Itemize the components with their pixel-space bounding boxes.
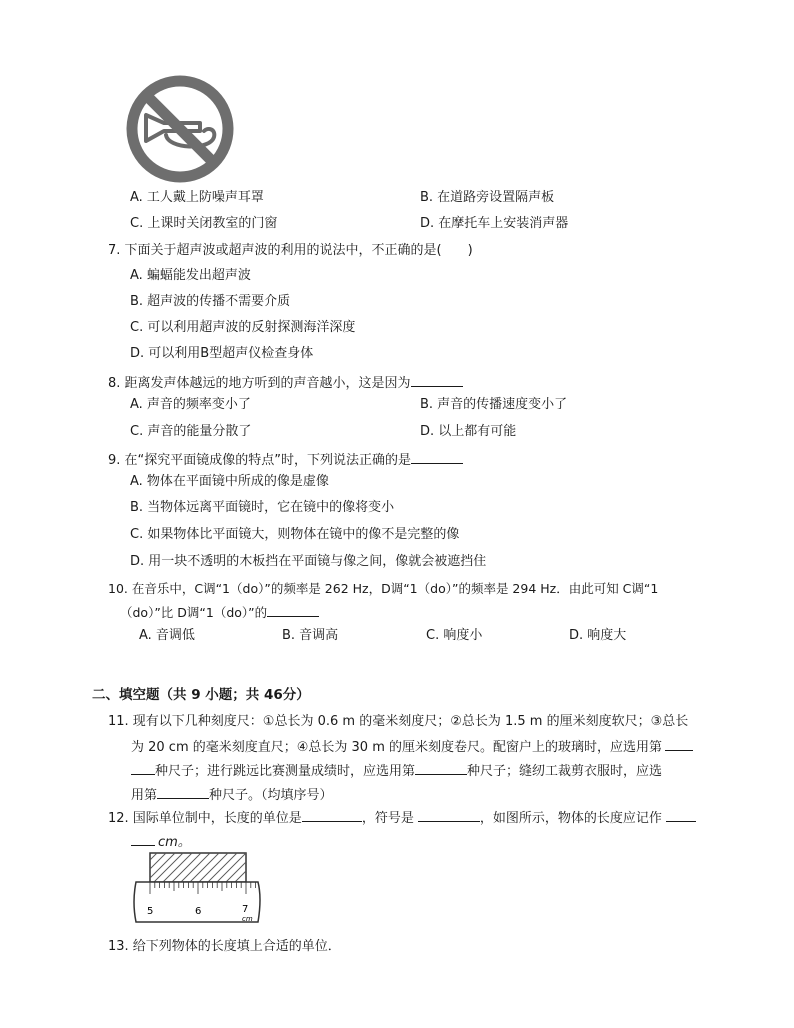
q11-blank-3[interactable] — [157, 785, 209, 799]
q12-blank-2[interactable] — [418, 808, 480, 822]
q13-stem: 13. 给下列物体的长度填上合适的单位． — [108, 939, 341, 954]
q10-answer-blank[interactable] — [267, 603, 319, 617]
q10-option-b: B. 音调高 — [282, 628, 339, 643]
q12-blank-3b[interactable] — [131, 832, 155, 846]
section-heading: 二、填空题（共 9 小题；共 46分） — [92, 687, 310, 703]
ruler-label-6: 6 — [195, 906, 202, 917]
q11-line3a-text: 种尺子；进行跳远比赛测量成绩时，应选用第 — [155, 764, 416, 779]
q6-option-a: A. 工人戴上防噪声耳罩 — [130, 190, 264, 205]
q8-option-d: D. 以上都有可能 — [420, 424, 517, 439]
ruler-figure — [130, 850, 264, 930]
q7-option-c: C. 可以利用超声波的反射探测海洋深度 — [130, 320, 356, 335]
q11-blank-1a[interactable] — [665, 737, 693, 751]
q12-line1 — [108, 808, 696, 828]
q10-stem-line1: 10. 在音乐中，C调“1（do）”的频率是 262 Hz，D调“1（do）”的频率是 294 Hz．由此可知 C调“1 — [108, 581, 659, 596]
q7-option-a: A. 蝙蝠能发出超声波 — [130, 268, 251, 283]
q12-line1b-text: ，符号是 — [361, 811, 414, 826]
q10-stem-line2 — [120, 603, 319, 622]
q11-line4a-text: 用第 — [131, 788, 158, 803]
q11-line4b-text: 种尺子。（均填序号） — [209, 788, 333, 803]
q6-option-b: B. 在道路旁设置隔声板 — [420, 190, 555, 205]
q9-option-d: D. 用一块不透明的木板挡在平面镜与像之间，像就会被遮挡住 — [130, 554, 487, 569]
q12-line1c-text: ，如图所示，物体的长度应记作 — [479, 811, 662, 826]
q6-option-d: D. 在摩托车上安装消声器 — [420, 216, 569, 231]
q12-blank-3a[interactable] — [666, 808, 696, 822]
q9-option-c: C. 如果物体比平面镜大，则物体在镜中的像不是完整的像 — [130, 527, 460, 542]
q7-option-b: B. 超声波的传播不需要介质 — [130, 294, 291, 309]
q10-option-c: C. 响度小 — [426, 628, 483, 643]
q8-stem-text: 8. 距离发声体越远的地方听到的声音越小，这是因为 — [108, 376, 411, 391]
q10-option-d: D. 响度大 — [569, 628, 627, 643]
q8-answer-blank[interactable] — [411, 373, 463, 387]
q9-answer-blank[interactable] — [411, 450, 463, 464]
ruler-label-7: 7 — [242, 904, 249, 915]
q9-option-b: B. 当物体远离平面镜时，它在镜中的像将变小 — [130, 500, 395, 515]
q11-line2 — [131, 737, 693, 757]
q11-line3b-text: 种尺子；缝纫工裁剪衣服时，应选 — [467, 764, 663, 779]
q8-option-a: A. 声音的频率变小了 — [130, 397, 251, 412]
q9-option-a: A. 物体在平面镜中所成的像是虚像 — [130, 474, 329, 489]
q11-line2-text: 为 20 cm 的毫米刻度直尺；④总长为 30 m 的厘米刻度卷尺。配窗户上的玻璃时，应选用第 — [131, 740, 663, 755]
q12-blank-1[interactable] — [302, 808, 362, 822]
ruler-unit: cm — [242, 915, 253, 923]
q11-line3 — [131, 761, 662, 781]
no-horn-sign — [124, 73, 236, 185]
q6-option-c: C. 上课时关闭教室的门窗 — [130, 216, 278, 231]
q12-line2 — [131, 832, 191, 852]
q7-option-d: D. 可以利用B型超声仪检查身体 — [130, 346, 314, 361]
q11-line4 — [131, 785, 333, 805]
q10-stem-line2-text: （do）”比 D调“1（do）”的 — [120, 605, 268, 620]
q11-blank-1b[interactable] — [131, 761, 155, 775]
q8-stem — [108, 373, 463, 393]
q8-option-b: B. 声音的传播速度变小了 — [420, 397, 568, 412]
q9-stem-text: 9. 在“探究平面镜成像的特点”时，下列说法正确的是 — [108, 453, 412, 468]
q12-line2-text: cm。 — [158, 835, 191, 850]
q12-line1a-text: 12. 国际单位制中，长度的单位是 — [108, 811, 302, 826]
q11-line1: 11. 现有以下几种刻度尺：①总长为 0.6 m 的毫米刻度尺；②总长为 1.5 m 的厘米刻度软尺；③总长 — [108, 714, 689, 729]
ruler-label-5: 5 — [147, 906, 154, 917]
q11-blank-2[interactable] — [415, 761, 467, 775]
q9-stem — [108, 450, 463, 470]
q10-option-a: A. 音调低 — [139, 628, 195, 643]
q7-stem: 7. 下面关于超声波或超声波的利用的说法中，不正确的是( ) — [108, 243, 473, 258]
q8-option-c: C. 声音的能量分散了 — [130, 424, 252, 439]
